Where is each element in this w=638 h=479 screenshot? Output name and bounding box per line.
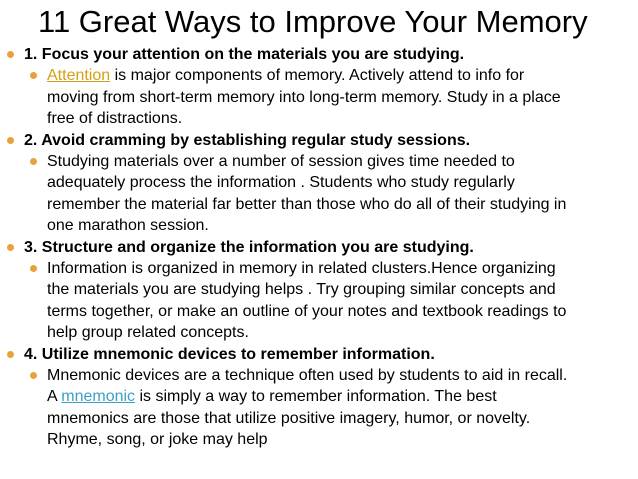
point-4-heading: 4. Utilize mnemonic devices to remember information. <box>24 345 435 363</box>
detail-line: Mnemonic devices are a technique often used by students to aid in recall. <box>47 366 568 384</box>
bullet-icon <box>30 265 37 272</box>
detail-line: Information is organized in memory in related clusters.Hence organizing <box>47 259 556 277</box>
bullet-icon <box>7 351 14 358</box>
mnemonic-link[interactable]: mnemonic <box>61 388 136 405</box>
attention-link[interactable]: Attention <box>47 67 111 84</box>
detail-line: remember the material far better than those who do all of their studying in <box>47 195 567 213</box>
detail-line: moving from short-term memory into long-term memory. Study in a place <box>47 88 561 106</box>
detail-line: terms together, or make an outline of your notes and textbook readings to <box>47 302 567 320</box>
bullet-icon <box>30 72 37 79</box>
point-3-detail <box>0 258 638 344</box>
point-2-detail <box>0 151 638 237</box>
slide-title: 11 Great Ways to Improve Your Memory <box>38 4 588 39</box>
detail-line: one marathon session. <box>47 217 209 234</box>
point-3 <box>0 237 638 258</box>
point-3-heading: 3. Structure and organize the information you are studying. <box>24 238 474 256</box>
point-4-detail <box>0 365 638 451</box>
bullet-icon <box>7 244 14 251</box>
point-1 <box>0 44 638 65</box>
point-2-heading: 2. Avoid cramming by establishing regular study sessions. <box>24 131 471 149</box>
bullet-icon <box>7 137 14 144</box>
point-2 <box>0 130 638 151</box>
detail-line: mnemonics are those that utilize positive imagery, humor, or novelty. <box>47 409 531 427</box>
detail-line: is simply a way to remember information. The best <box>135 388 497 405</box>
bullet-list <box>0 44 638 451</box>
detail-line: is major components of memory. Actively attend to info for <box>110 67 525 84</box>
point-1-heading: 1. Focus your attention on the materials you are studying. <box>24 46 465 63</box>
detail-line: Rhyme, song, or joke may help <box>47 431 268 448</box>
point-4 <box>0 344 638 365</box>
detail-line: help group related concepts. <box>47 324 249 341</box>
detail-line: Studying materials over a number of session gives time needed to <box>47 152 515 170</box>
bullet-icon <box>30 158 37 165</box>
detail-line: A <box>47 388 62 405</box>
bullet-icon <box>7 51 14 58</box>
detail-line: the materials you are studying helps . Try grouping similar concepts and <box>47 281 556 298</box>
bullet-icon <box>30 372 37 379</box>
detail-line: adequately process the information . Students who study regularly <box>47 174 515 191</box>
point-1-detail <box>0 65 638 130</box>
detail-line: free of distractions. <box>47 110 183 127</box>
